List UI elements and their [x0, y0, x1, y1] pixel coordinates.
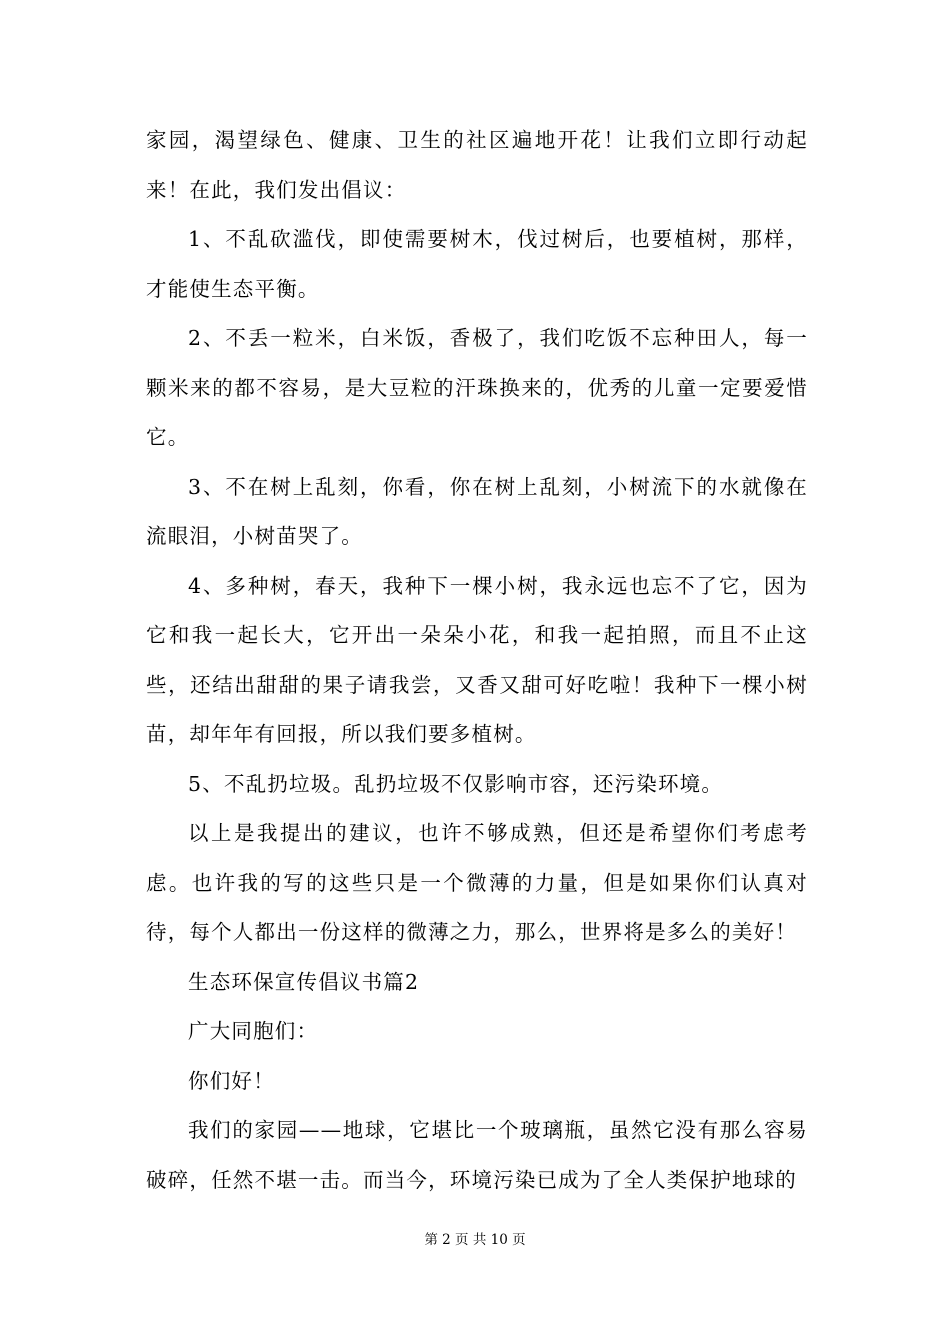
section-heading: 生态环保宣传倡议书篇2 — [188, 969, 420, 994]
greeting: 你们好！ — [188, 1068, 275, 1093]
salutation: 广大同胞们： — [188, 1019, 319, 1043]
paragraph-item-2: 2、不丢一粒米，白米饭，香极了，我们吃饭不忘种田人，每一颗米来的都不容易，是大豆粒的汗珠换来的，优秀的儿童一定要爱惜它。 — [146, 326, 808, 449]
paragraph-continuation: 家园，渴望绿色、健康、卫生的社区遍地开花！让我们立即行动起来！在此，我们发出倡议： — [146, 128, 808, 202]
paragraph-intro: 我们的家园——地球，它堪比一个玻璃瓶，虽然它没有那么容易破碎，任然不堪一击。而当今，环境污染已成为了全人类保护地球的 — [146, 1118, 808, 1192]
paragraph-item-3: 3、不在树上乱刻，你看，你在树上乱刻，小树流下的水就像在流眼泪，小树苗哭了。 — [146, 474, 808, 548]
document-body — [146, 116, 808, 1205]
page-footer: 第 2 页 共 10 页 — [424, 1232, 526, 1248]
paragraph-item-4: 4、多种树，春天，我种下一棵小树，我永远也忘不了它，因为它和我一起长大，它开出一朵朵小花，和我一起拍照，而且不止这些，还结出甜甜的果子请我尝，又香又甜可好吃啦！我种下一棵小树苗，却年年有回报，所以我们要多植树。 — [146, 573, 808, 746]
paragraph-item-5: 5、不乱扔垃圾。乱扔垃圾不仅影响市容，还污染环境。 — [188, 771, 724, 796]
paragraph-item-1: 1、不乱砍滥伐，即使需要树木，伐过树后，也要植树，那样，才能使生态平衡。 — [146, 227, 808, 301]
paragraph-conclusion: 以上是我提出的建议，也许不够成熟，但还是希望你们考虑考虑。也许我的写的这些只是一个微薄的力量，但是如果你们认真对待，每个人都出一份这样的微薄之力，那么，世界将是多么的美好！ — [146, 821, 808, 944]
